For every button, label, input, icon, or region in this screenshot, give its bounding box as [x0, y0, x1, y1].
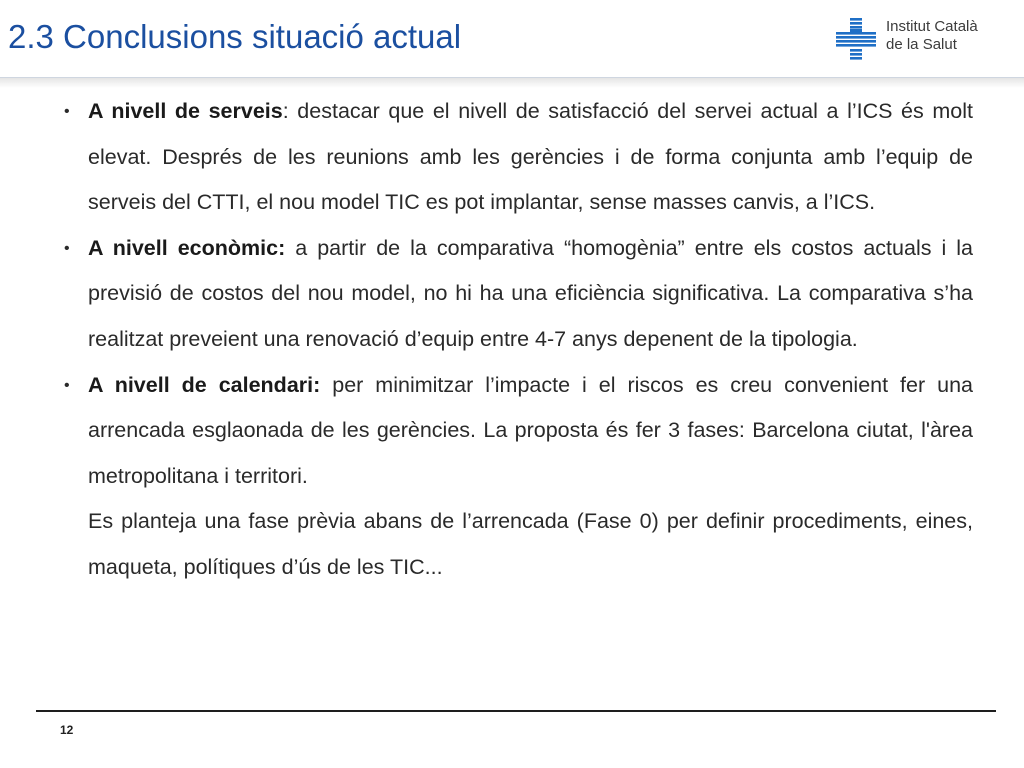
- header-shadow: [0, 78, 1024, 88]
- bullet-heading: A nivell de calendari:: [88, 372, 321, 397]
- bullet-list: [60, 89, 973, 591]
- bullet-marker: •: [64, 376, 70, 394]
- bullet-text: per minimitzar l’impacte i el riscos es creu convenient fer una arrencada esglaonada de les gerències. La proposta és fer 3 fases: Barcelona ciutat, l'àrea metropolitana i territori.: [88, 372, 973, 488]
- bullet-extra-paragraph: Es planteja una fase prèvia abans de l’arrencada (Fase 0) per definir procediments, eines, maqueta, polítiques d’ús de les TIC...: [88, 509, 973, 579]
- bullet-heading: A nivell econòmic:: [88, 235, 286, 260]
- bullet-marker: •: [64, 103, 70, 120]
- footer-divider: [36, 710, 996, 712]
- bullet-item-calendari: [60, 363, 973, 591]
- slide-title: 2.3 Conclusions situació actual: [8, 18, 462, 55]
- bullet-text: : destacar que el nivell de satisfacció del servei actual a l’ICS és molt elevat. Després de les reunions amb les gerències i de forma conjunta amb l’equip de serveis del CTTI, el nou model TIC es pot implantar, sense masses canvis, a l’ICS.: [88, 99, 973, 215]
- ics-cross-icon: [836, 18, 876, 60]
- logo-line-1: Institut Català: [886, 18, 978, 35]
- page-number: 12: [60, 723, 74, 737]
- bullet-heading: A nivell de serveis: [88, 99, 283, 123]
- logo-line-2: de la Salut: [886, 36, 957, 53]
- bullet-item-economic: [60, 226, 973, 363]
- bullet-marker: •: [64, 239, 70, 257]
- ics-logo: [836, 18, 978, 60]
- bullet-text: a partir de la comparativa “homogènia” entre els costos actuals i la previsió de costos del nou model, no hi ha una eficiència significativa. La comparativa s’ha realitzat preveient una renovació d’equip entre 4-7 anys depenent de la tipologia.: [88, 235, 973, 351]
- bullet-item-serveis: [60, 89, 973, 226]
- logo-text: [886, 18, 978, 54]
